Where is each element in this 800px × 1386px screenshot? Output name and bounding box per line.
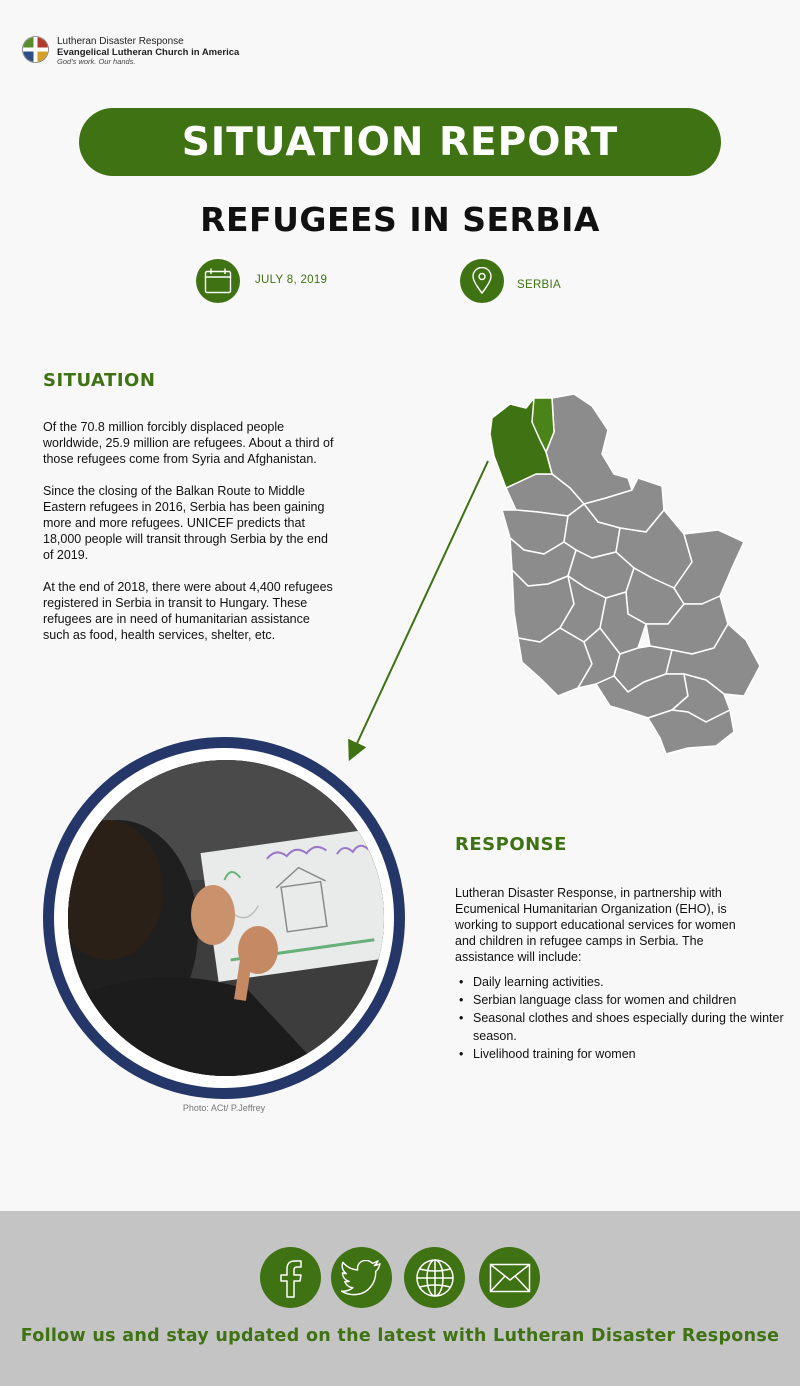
- ldr-logo: [22, 36, 239, 67]
- situation-title: SITUATION: [43, 370, 156, 391]
- logo-church: Evangelical Lutheran Church in America: [57, 46, 240, 58]
- child-drawing-photo: [68, 760, 384, 1076]
- footer: [0, 1211, 800, 1386]
- response-list: [455, 973, 785, 1063]
- list-item: • Seasonal clothes and shoes especially during the winter season.: [455, 1009, 785, 1045]
- cross-logo-icon: [22, 36, 49, 63]
- situation-paragraph: Since the closing of the Balkan Route to Middle Eastern refugees in 2016, Serbia has been gaining more and more refugees. UNICEF predicts that 18,000 people will transit through Serbia by the end of 2019.: [43, 484, 328, 562]
- twitter-icon[interactable]: [331, 1247, 392, 1308]
- report-title: SITUATION REPORT: [181, 119, 619, 165]
- report-banner: [79, 108, 721, 176]
- situation-text: [43, 419, 339, 659]
- logo-name: Lutheran Disaster Response: [57, 36, 184, 47]
- calendar-icon: [196, 259, 240, 303]
- location-pin-icon: [460, 259, 504, 303]
- list-item: • Serbian language class for women and children: [455, 991, 785, 1009]
- facebook-icon[interactable]: [260, 1247, 321, 1308]
- list-item: • Daily learning activities.: [455, 973, 785, 991]
- logo-tagline: God's work. Our hands.: [57, 57, 136, 67]
- page-subtitle: REFUGEES IN SERBIA: [200, 200, 600, 239]
- response-title: RESPONSE: [455, 834, 567, 855]
- report-location: SERBIA: [517, 279, 561, 291]
- mail-icon[interactable]: [479, 1247, 540, 1308]
- report-date: JULY 8, 2019: [255, 274, 328, 286]
- photo-caption: Photo: ACt/ P.Jeffrey: [182, 1103, 266, 1113]
- situation-paragraph: At the end of 2018, there were about 4,400 refugees registered in Serbia in transit to Hungary. These refugees are in need of humanitarian assistance such as food, health services, shelter, etc.: [43, 580, 333, 642]
- footer-follow-text: Follow us and stay updated on the latest with Lutheran Disaster Response: [20, 1326, 780, 1346]
- situation-paragraph: Of the 70.8 million forcibly displaced people worldwide, 25.9 million are refugees. About a third of those refugees come from Syria and Afghanistan.: [43, 420, 334, 466]
- list-item: • Livelihood training for women: [455, 1045, 785, 1063]
- serbia-map: [488, 392, 764, 756]
- response-intro: Lutheran Disaster Response, in partnership with Ecumenical Humanitarian Organization (EHO), is working to support educational services for women and children in refugee camps in Serbia. The assistance will include:: [455, 886, 736, 964]
- globe-icon[interactable]: [404, 1247, 465, 1308]
